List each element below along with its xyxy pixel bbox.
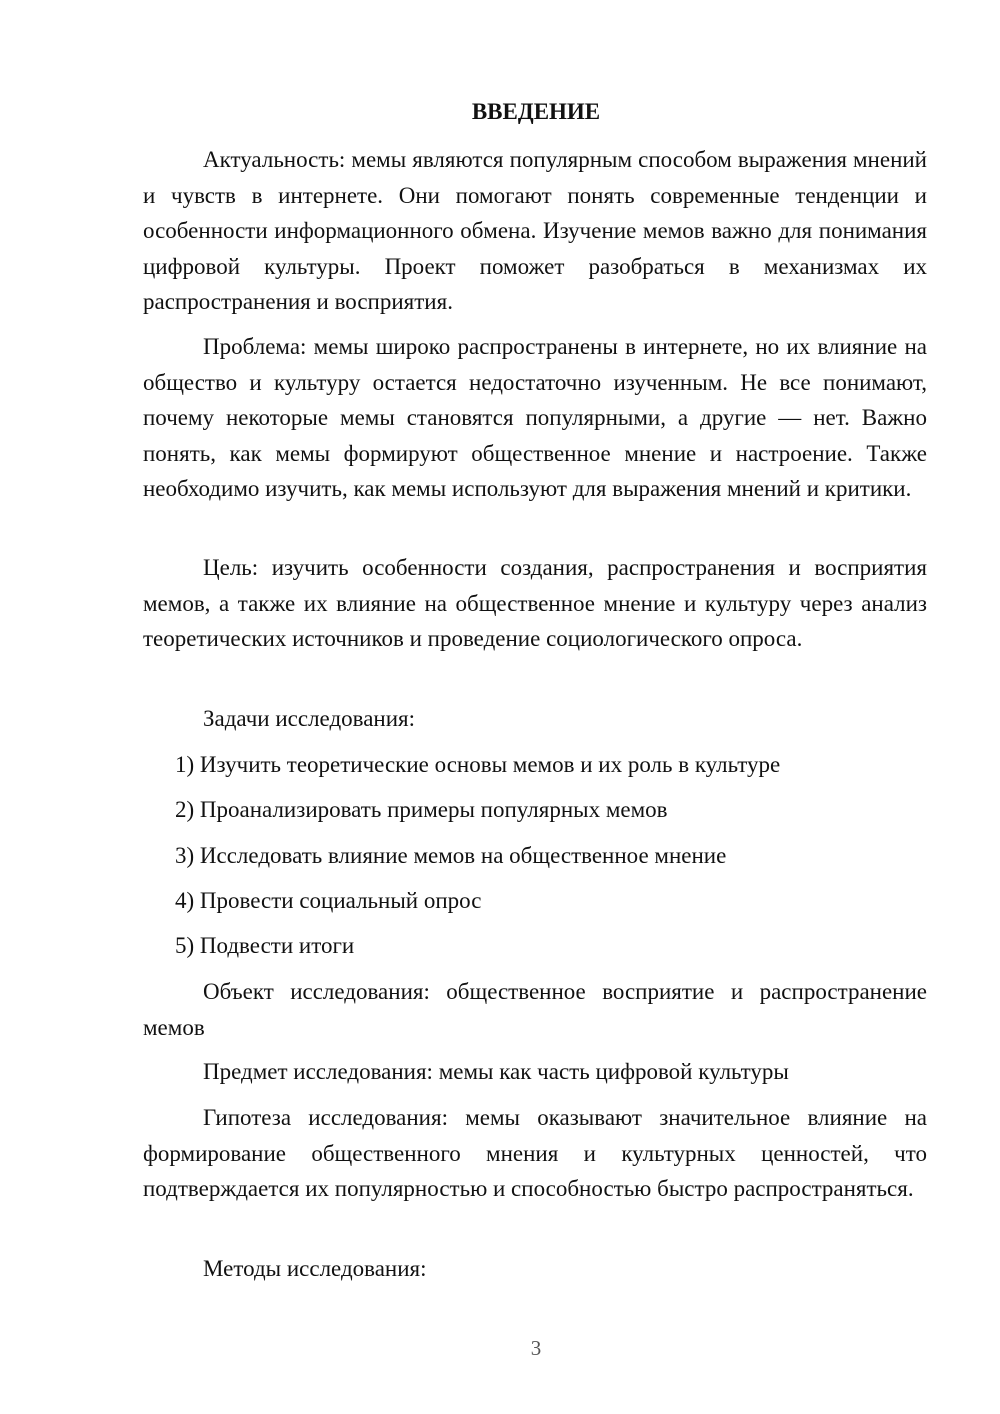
paragraph-relevance: Актуальность: мемы являются популярным способом выражения мнений и чувств в интернете. Они помогают понять современные тенденции и особенности информационного обмена. Изучение мемов важно для понимания цифровой культуры. Проект поможет разобраться в механизмах их распространения и восприятия. [143,147,927,314]
tasks-heading: Задачи исследования: [203,706,416,731]
task-item: 2) Проанализировать примеры популярных мемов [175,797,668,822]
paragraph-problem: Проблема: мемы широко распространены в интернете, но их влияние на общество и культуру остается недостаточно изученным. Не все понимают, почему некоторые мемы становятся популярными, а другие — нет. Важно понять, как мемы формируют общественное мнение и настроение. Также необходимо изучить, как мемы используют для выражения мнений и критики. [143,334,927,501]
methods-heading: Методы исследования: [203,1256,427,1281]
task-item: 1) Изучить теоретические основы мемов и их роль в культуре [175,752,781,777]
page-number: 3 [530,1336,542,1360]
paragraph-subject: Предмет исследования: мемы как часть цифровой культуры [203,1059,789,1084]
task-item: 3) Исследовать влияние мемов на общественное мнение [175,843,727,868]
task-item: 4) Провести социальный опрос [175,888,482,913]
paragraph-hypothesis: Гипотеза исследования: мемы оказывают значительное влияние на формирование общественного мнения и культурных ценностей, что подтверждается их популярностью и способностью быстро распространяться. [143,1105,927,1201]
paragraph-object: Объект исследования: общественное восприятие и распространение мемов [143,979,927,1040]
task-item: 5) Подвести итоги [175,933,355,958]
page-title: ВВЕДЕНИЕ [471,99,601,124]
paragraph-goal: Цель: изучить особенности создания, распространения и восприятия мемов, а также их влияние на общественное мнение и культуру через анализ теоретических источников и проведение социологического опроса. [143,555,927,651]
